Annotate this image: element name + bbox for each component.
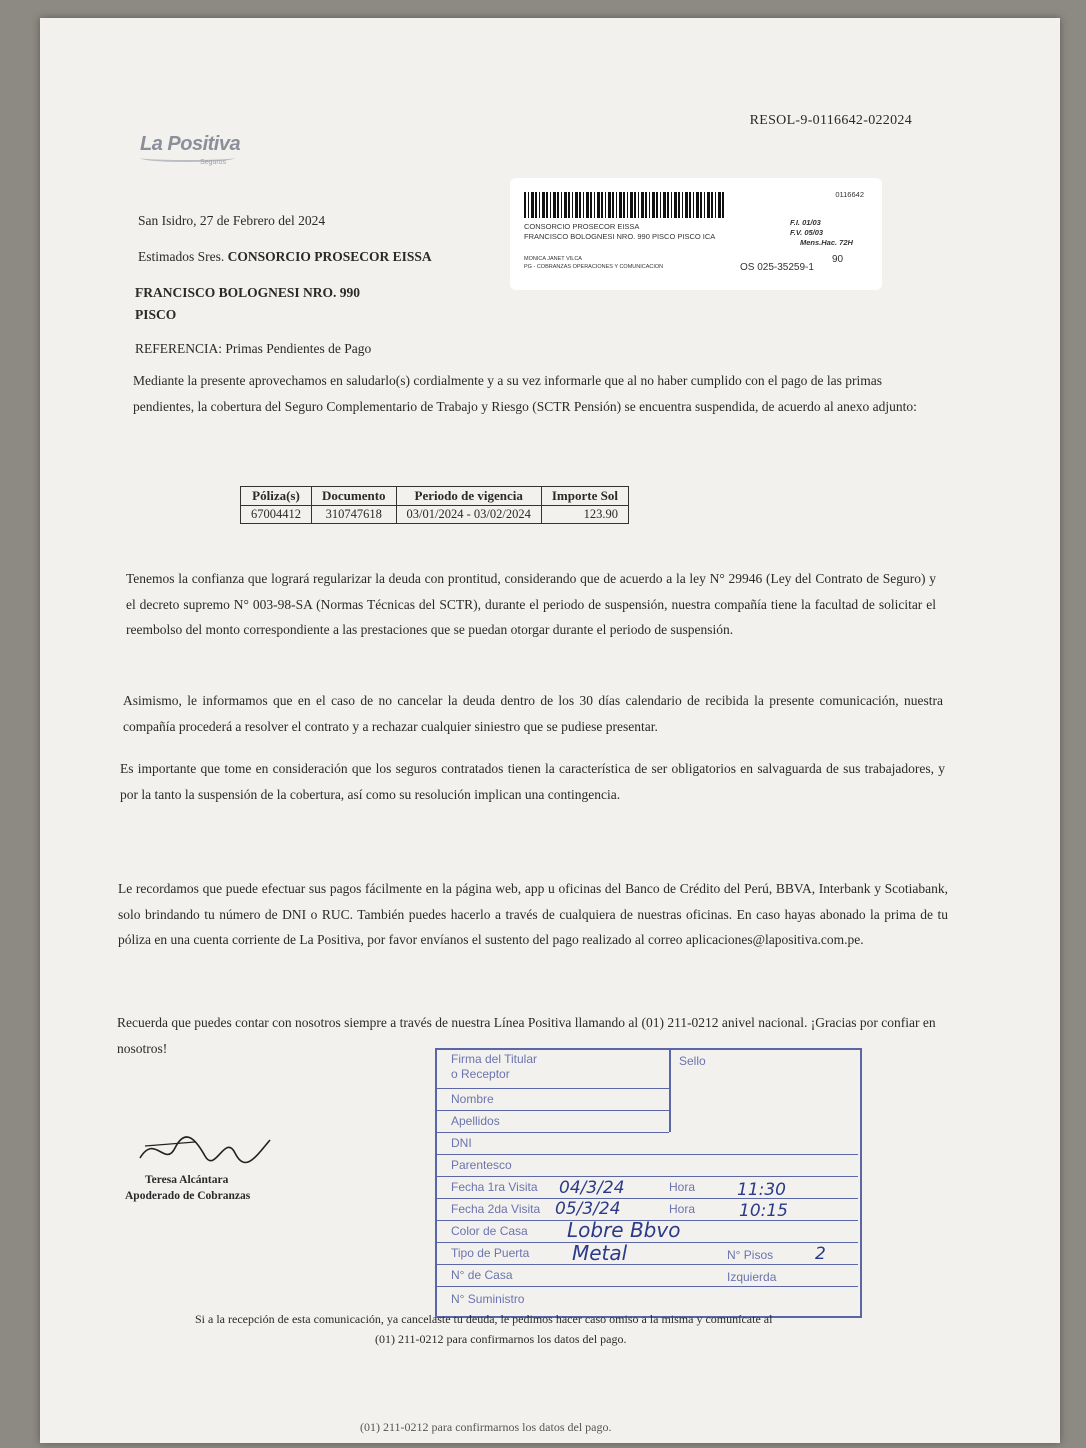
handwritten-hora2: 10:15 (739, 1201, 788, 1221)
label-code: 0116642 (835, 190, 864, 199)
recipient-name: CONSORCIO PROSECOR EISSA (227, 249, 432, 264)
label-izquierda: Izquierda (727, 1270, 777, 1284)
recipient-city: PISCO (135, 307, 177, 322)
cell-importe: 123.90 (541, 506, 628, 524)
label-receptor: o Receptor (451, 1067, 510, 1081)
logo-subtitle: Seguros (200, 159, 227, 166)
label-line1: CONSORCIO PROSECOR EISSA (524, 222, 640, 231)
label-sello: Sello (679, 1054, 706, 1068)
greeting-prefix: Estimados Sres. (138, 249, 225, 264)
label-os: OS 025-35259-1 (740, 262, 814, 273)
stamp-row-ncasa (437, 1266, 858, 1287)
label-tipo: Tipo de Puerta (451, 1246, 530, 1260)
recipient-address: FRANCISCO BOLOGNESI NRO. 990 (135, 285, 361, 300)
handwritten-tipo: Metal (572, 1241, 628, 1265)
header-poliza: Póliza(s) (241, 487, 312, 506)
paragraph-3: Asimismo, le informamos que en el caso de no cancelar la deuda dentro de los 30 días calendario de recibida la presente comunicación, nuestra compañía procederá a resolver el contrato y a rechazar cualquier siniestro que se pudiese presentar. (123, 693, 943, 734)
paragraph-4: Es importante que tome en consideración que los seguros contratados tienen la característica de ser obligatorios en salvaguarda de sus trabajadores, y por la tanto la suspensión de la cobertura, así como su resolución implican una contingencia. (120, 761, 945, 802)
label-ncasa: N° de Casa (451, 1268, 513, 1282)
stamp-row-apellidos (437, 1112, 669, 1133)
signature-icon (135, 1128, 275, 1170)
stamp-row-firma (437, 1050, 669, 1089)
label-color: Color de Casa (451, 1224, 528, 1238)
address-label (510, 178, 882, 290)
label-fv: F.V. 05/03 (790, 228, 824, 237)
paragraph-1: Mediante la presente aprovechamos en saludarlo(s) cordialmente y a su vez informarle que al no haber cumplido con el pago de las primas pendientes, la cobertura del Seguro Complementario de Trabajo y Riesgo (SCTR Pensión) se encuentra suspendida, de acuerdo al anexo adjunto: (133, 373, 917, 414)
table-header-row (241, 487, 629, 506)
policy-table (240, 486, 629, 524)
label-hora1: Hora (669, 1180, 696, 1194)
label-agent: MONICA JANET VILCA (524, 256, 582, 262)
header-importe: Importe Sol (541, 487, 628, 506)
label-mens: Mens.Hac. 72H (800, 238, 853, 247)
stamp-row-nombre (437, 1090, 669, 1111)
label-dept: PG - COBRANZAS OPERACIONES Y COMUNICACION (524, 264, 664, 270)
label-pisos: N° Pisos (727, 1248, 774, 1262)
label-num: 90 (832, 254, 844, 265)
stamp-row-tipo (437, 1244, 858, 1265)
stamp-row-parentesco (437, 1156, 858, 1177)
signer-title: Apoderado de Cobranzas (125, 1190, 251, 1202)
handwritten-pisos: 2 (815, 1244, 826, 1264)
cell-documento: 310747618 (312, 506, 397, 524)
footer-line-2: (01) 211-0212 para confirmarnos los datos del pago. (375, 1332, 627, 1346)
label-fi: F.I. 01/03 (790, 218, 821, 227)
label-line2: FRANCISCO BOLOGNESI NRO. 990 PISCO PISCO ICA (524, 232, 716, 241)
label-nombre: Nombre (451, 1092, 494, 1106)
cell-periodo: 03/01/2024 - 03/02/2024 (396, 506, 541, 524)
table-row (241, 506, 629, 524)
footer-bleed-through: (01) 211-0212 para confirmarnos los datos del pago. (360, 1420, 612, 1434)
label-nsuministro: N° Suministro (451, 1292, 525, 1306)
handwritten-fecha1: 04/3/24 (559, 1178, 625, 1198)
cell-poliza: 67004412 (241, 506, 312, 524)
resolution-number: RESOL-9-0116642-022024 (749, 113, 912, 128)
header-documento: Documento (312, 487, 397, 506)
paragraph-5: Le recordamos que puede efectuar sus pagos fácilmente en la página web, app u oficinas del Banco de Crédito del Perú, BBVA, Interbank y Scotiabank, solo brindando tu número de DNI o RUC. También puedes hacerlo a través de cualquiera de nuestras oficinas. En caso hayas abonado la prima de tu póliza en una cuenta corriente de La Positiva, por favor envíanos el sustento del pago realizado al correo aplicaciones@lapositiva.com.pe. (118, 881, 948, 948)
stamp-row-dni (437, 1134, 858, 1155)
barcode-icon (524, 192, 724, 218)
handwritten-hora1: 11:30 (737, 1180, 786, 1200)
delivery-stamp (435, 1048, 862, 1318)
company-logo (140, 133, 240, 166)
label-dni: DNI (451, 1136, 472, 1150)
letter-paper (40, 18, 1060, 1443)
header-periodo: Periodo de vigencia (396, 487, 541, 506)
label-parentesco: Parentesco (451, 1158, 512, 1172)
logo-name: La Positiva (140, 133, 241, 155)
label-fecha1: Fecha 1ra Visita (451, 1180, 538, 1194)
reference-line: REFERENCIA: Primas Pendientes de Pago (135, 341, 372, 356)
signer-name: Teresa Alcántara (145, 1174, 229, 1186)
letter-date: San Isidro, 27 de Febrero del 2024 (138, 213, 326, 228)
handwritten-fecha2: 05/3/24 (555, 1199, 621, 1219)
label-fecha2: Fecha 2da Visita (451, 1202, 541, 1216)
stamp-row-fecha1 (437, 1178, 858, 1199)
handwritten-color: Lobre Bbvo (567, 1218, 681, 1242)
paragraph-6-text: Recuerda que puedes contar con nosotros siempre a través de nuestra Línea Positiva llamando al (01) 211-0212 anivel nacional. ¡Gracias por confiar en nosotros! (117, 1015, 936, 1056)
label-hora2: Hora (669, 1202, 696, 1216)
label-apellidos: Apellidos (451, 1114, 500, 1128)
label-firma: Firma del Titular (451, 1052, 538, 1066)
footer-line-1: Si a la recepción de esta comunicación, ya cancelaste tu deuda, le pedimos hacer caso omiso a la misma y comunícate al (195, 1312, 773, 1326)
paragraph-2: Tenemos la confianza que logrará regularizar la deuda con prontitud, considerando que de acuerdo a la ley N° 29946 (Ley del Contrato de Seguro) y el decreto supremo N° 003-98-SA (Normas Técnicas del SCTR), durante el periodo de suspensión, nuestra compañía tiene la facultad de solicitar el reembolso del monto correspondiente a las prestaciones que se puedan otorgar durante el periodo de suspensión. (126, 571, 936, 638)
greeting (138, 244, 432, 270)
stamp-divider (669, 1050, 671, 1132)
